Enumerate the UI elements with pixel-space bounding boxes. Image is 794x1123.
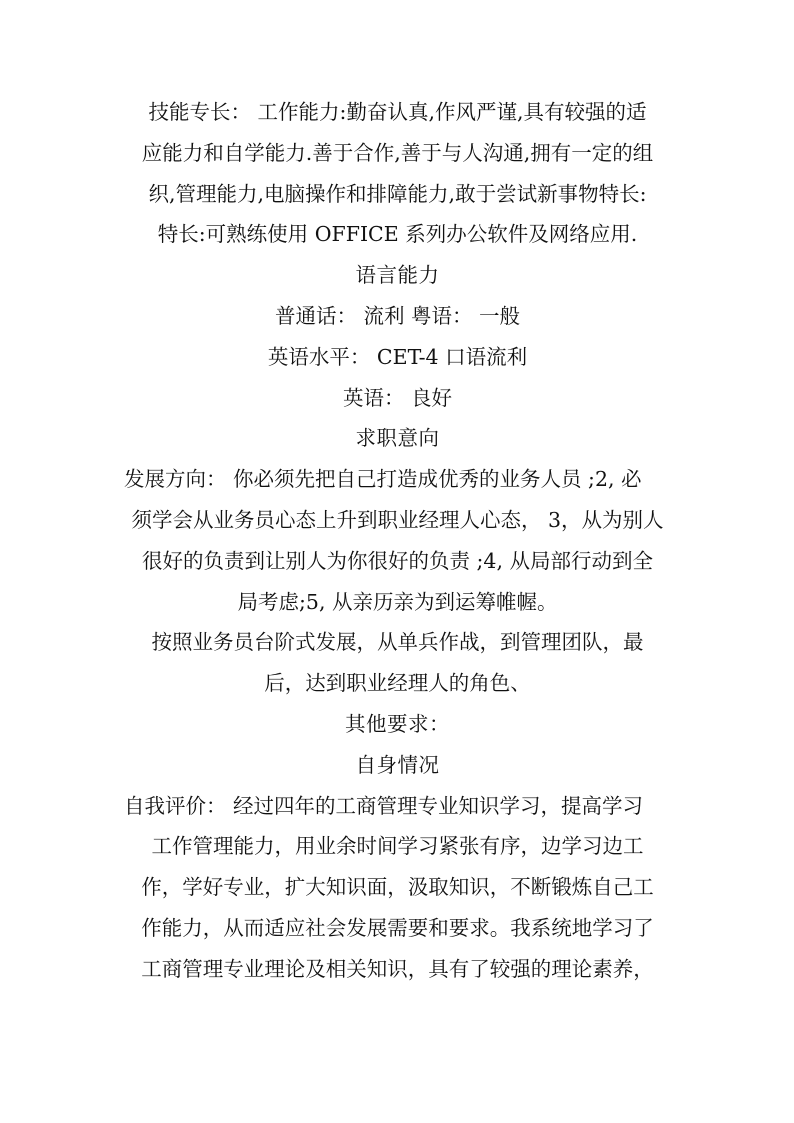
self-evaluation-line: 作能力，从而适应社会发展需要和要求。我系统地学习了: [141, 915, 654, 940]
section-heading-language: 语言能力: [355, 263, 440, 288]
language-line: 普通话： 流利 粤语： 一般: [274, 303, 521, 328]
section-heading-self-situation: 自身情况: [355, 752, 440, 777]
skills-line: 应能力和自学能力.善于合作,善于与人沟通,拥有一定的组: [141, 140, 654, 165]
development-line: 很好的负责到让别人为你很好的负责 ;4, 从局部行动到全: [142, 548, 653, 573]
self-evaluation-line: 工作管理能力，用业余时间学习紧张有序，边学习边工: [151, 834, 644, 859]
development-line: 发展方向： 你必须先把自己打造成优秀的业务人员 ;2, 必: [124, 467, 642, 492]
self-evaluation-line: 工商管理专业理论及相关知识，具有了较强的理论素养，: [141, 956, 654, 981]
development-line: 后，达到职业经理人的角色、: [264, 671, 531, 696]
development-line: 须学会从业务员心态上升到职业经理人心态， 3，从为别人: [131, 507, 664, 532]
development-line: 按照业务员台阶式发展，从单兵作战，到管理团队，最: [151, 630, 644, 655]
section-heading-job-intention: 求职意向: [355, 426, 440, 451]
self-evaluation-line: 自我评价： 经过四年的工商管理专业知识学习，提高学习: [124, 793, 644, 818]
skills-line: 织,管理能力,电脑操作和排障能力,敢于尝试新事物特长:: [148, 181, 647, 206]
skills-line: 技能专长： 工作能力:勤奋认真,作风严谨,具有较强的适: [148, 100, 647, 124]
language-line: 英语水平： CET-4 口语流利: [267, 344, 528, 369]
resume-text-block: [120, 92, 675, 990]
skills-line: 特长:可熟练使用 OFFICE 系列办公软件及网络应用.: [157, 222, 638, 247]
language-line: 英语： 良好: [342, 385, 453, 410]
self-evaluation-line: 作，学好专业，扩大知识面，汲取知识，不断锻炼自己工: [141, 875, 654, 900]
development-line: 局考虑;5, 从亲历亲为到运筹帷幄。: [237, 589, 558, 614]
section-heading-other-requirements: 其他要求：: [345, 711, 450, 736]
